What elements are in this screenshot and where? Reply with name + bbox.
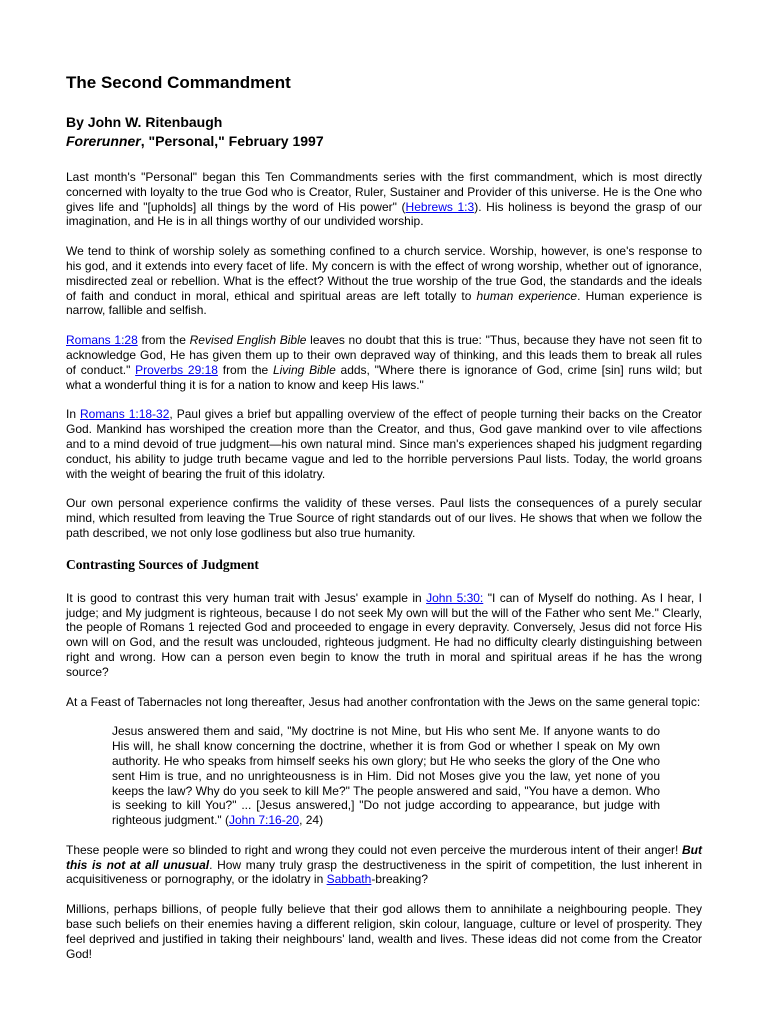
text-span: . How many truly grasp the destructiveness in the spirit of competition, the lust inherent in acquisitiveness or pornography, or the idolatry in (66, 857, 702, 887)
text-span: adds, "Where there is ignorance of God, crime [sin] runs wild; but what a wonderful thing it is for a nation to know and keep His laws." (66, 362, 702, 392)
text-span: We tend to think of worship solely as something confined to a church service. Worship, however, is one's response to his god, and it extends into every facet of life. My concern is with the effect of wrong worship, whether out of ignorance, misdirected zeal or rebellion. What is the effect? Without the true worship of the true God, the standards and the ideals of faith and conduct in moral, ethical and spiritual areas are left totally to (66, 244, 702, 303)
paragraph-7: At a Feast of Tabernacles not long thereafter, Jesus had another confrontation with the Jews on the same general topic: (66, 694, 701, 709)
paragraph-4 (66, 407, 702, 481)
link-proverbs-29-18[interactable]: Proverbs 29:18 (135, 362, 218, 377)
text-span: -breaking? (371, 872, 429, 887)
article (66, 72, 702, 976)
publication-details: , "Personal," February 1997 (140, 133, 324, 149)
link-romans-1-28[interactable]: Romans 1:28 (66, 333, 138, 348)
emphasis: Revised English Bible (189, 333, 307, 348)
paragraph-3 (66, 333, 702, 392)
article-title: The Second Commandment (66, 73, 291, 92)
paragraph-8 (66, 843, 702, 887)
text-span: These people were so blinded to right and wrong they could not even perceive the murderous intent of their anger! (66, 842, 682, 857)
author-byline: By John W. Ritenbaugh (66, 114, 223, 130)
emphasis: Living Bible (272, 362, 336, 377)
publication-line (66, 132, 702, 151)
link-john-5-30[interactable]: John 5:30: (426, 590, 484, 605)
text-span: Last month's "Personal" began this Ten Commandments series with the first commandment, which is most directly concerned with loyalty to the true God who is Creator, Ruler, Sustainer and Provider of this universe. He is the One who gives life and "[upholds] all things by the word of His power" ( (66, 170, 702, 214)
link-sabbath[interactable]: Sabbath (326, 872, 372, 887)
paragraph-6 (66, 591, 702, 680)
text-span: from the (217, 362, 273, 377)
text-span: . Human experience is narrow, fallible and selfish. (66, 288, 703, 318)
paragraph-9: Millions, perhaps billions, of people fully believe that their god allows them to annihilate a neighbouring people. They base such beliefs on their enemies having a different religion, skin colour, language, culture or level of prosperity. They feel deprived and justified in taking their neighbours' land, wealth and lives. These ideas did not come from the Creator God! (66, 902, 702, 961)
publication-name: Forerunner (66, 133, 141, 149)
paragraph-5: Our own personal experience confirms the validity of these verses. Paul lists the consequences of a purely secular mind, which resulted from leaving the True Source of right standards out of our lives. He shows that when we follow the path described, we not only lose godliness but also true humanity. (66, 496, 702, 540)
text-span: leaves no doubt that this is true: "Thus, because they have not seen fit to acknowledge God, He has given them up to their own depraved way of thinking, and this leads them to break all rules of conduct." (66, 333, 703, 377)
section-heading: Contrasting Sources of Judgment (66, 556, 259, 572)
text-span: , Paul gives a brief but appalling overview of the effect of people turning their backs on the Creator God. Mankind has worshiped the creation more than the Creator, and thus, God gave mankind over to vile affections and to a mind devoid of true judgment—his own natural mind. Since man's experiences shaped his judgment regarding conduct, his ability to judge truth became vague and led to the horrible perversions Paul lists. Today, the world groans with the weight of bearing the fruit of this idolatry. (66, 407, 703, 481)
text-span: In (66, 407, 81, 422)
paragraph-1 (66, 170, 702, 229)
text-span: It is good to contrast this very human trait with Jesus' example in (66, 590, 427, 605)
bold-italic-emphasis: But this is not at all unusual (66, 842, 702, 872)
text-span: , 24) (299, 813, 324, 828)
link-john-7-16-20[interactable]: John 7:16-20 (229, 813, 300, 828)
text-span: ). His holiness is beyond the grasp of our imagination, and He is in all things worthy of our undivided worship. (66, 199, 702, 229)
text-span: from the (137, 333, 190, 348)
paragraph-2 (66, 244, 702, 318)
link-hebrews-1-3[interactable]: Hebrews 1:3 (405, 199, 475, 214)
text-span: Jesus answered them and said, "My doctrine is not Mine, but His who sent Me. If anyone wants to do His will, he shall know concerning the doctrine, whether it is from God or whether I speak on My own authority. He who speaks from himself seeks his own glory; but He who seeks the glory of the One who sent Him is true, and no unrighteousness is in Him. Did not Moses give you the law, yet none of you keeps the law? Why do you seek to kill Me?" The people answered and said, "You have a demon. Who is seeking to kill You?" ... [Jesus answered,] "Do not judge according to appearance, but judge with righteous judgment." ( (112, 724, 660, 828)
link-romans-1-18-32[interactable]: Romans 1:18-32 (80, 407, 170, 422)
emphasis: human experience (476, 288, 578, 303)
scripture-quote (112, 724, 660, 828)
text-span: "I can of Myself do nothing. As I hear, I judge; and My judgment is righteous, because I do not seek My own will but the will of the Father who sent Me." Clearly, the people of Romans 1 rejected God and proceeded to engage in every depravity. Conversely, Jesus did not force His own will on God, and the result was unclouded, righteous judgment. He had no difficulty clearly distinguishing between right and wrong. How can a person even begin to know the truth in moral and spiritual areas if he has the wrong source? (66, 590, 702, 679)
